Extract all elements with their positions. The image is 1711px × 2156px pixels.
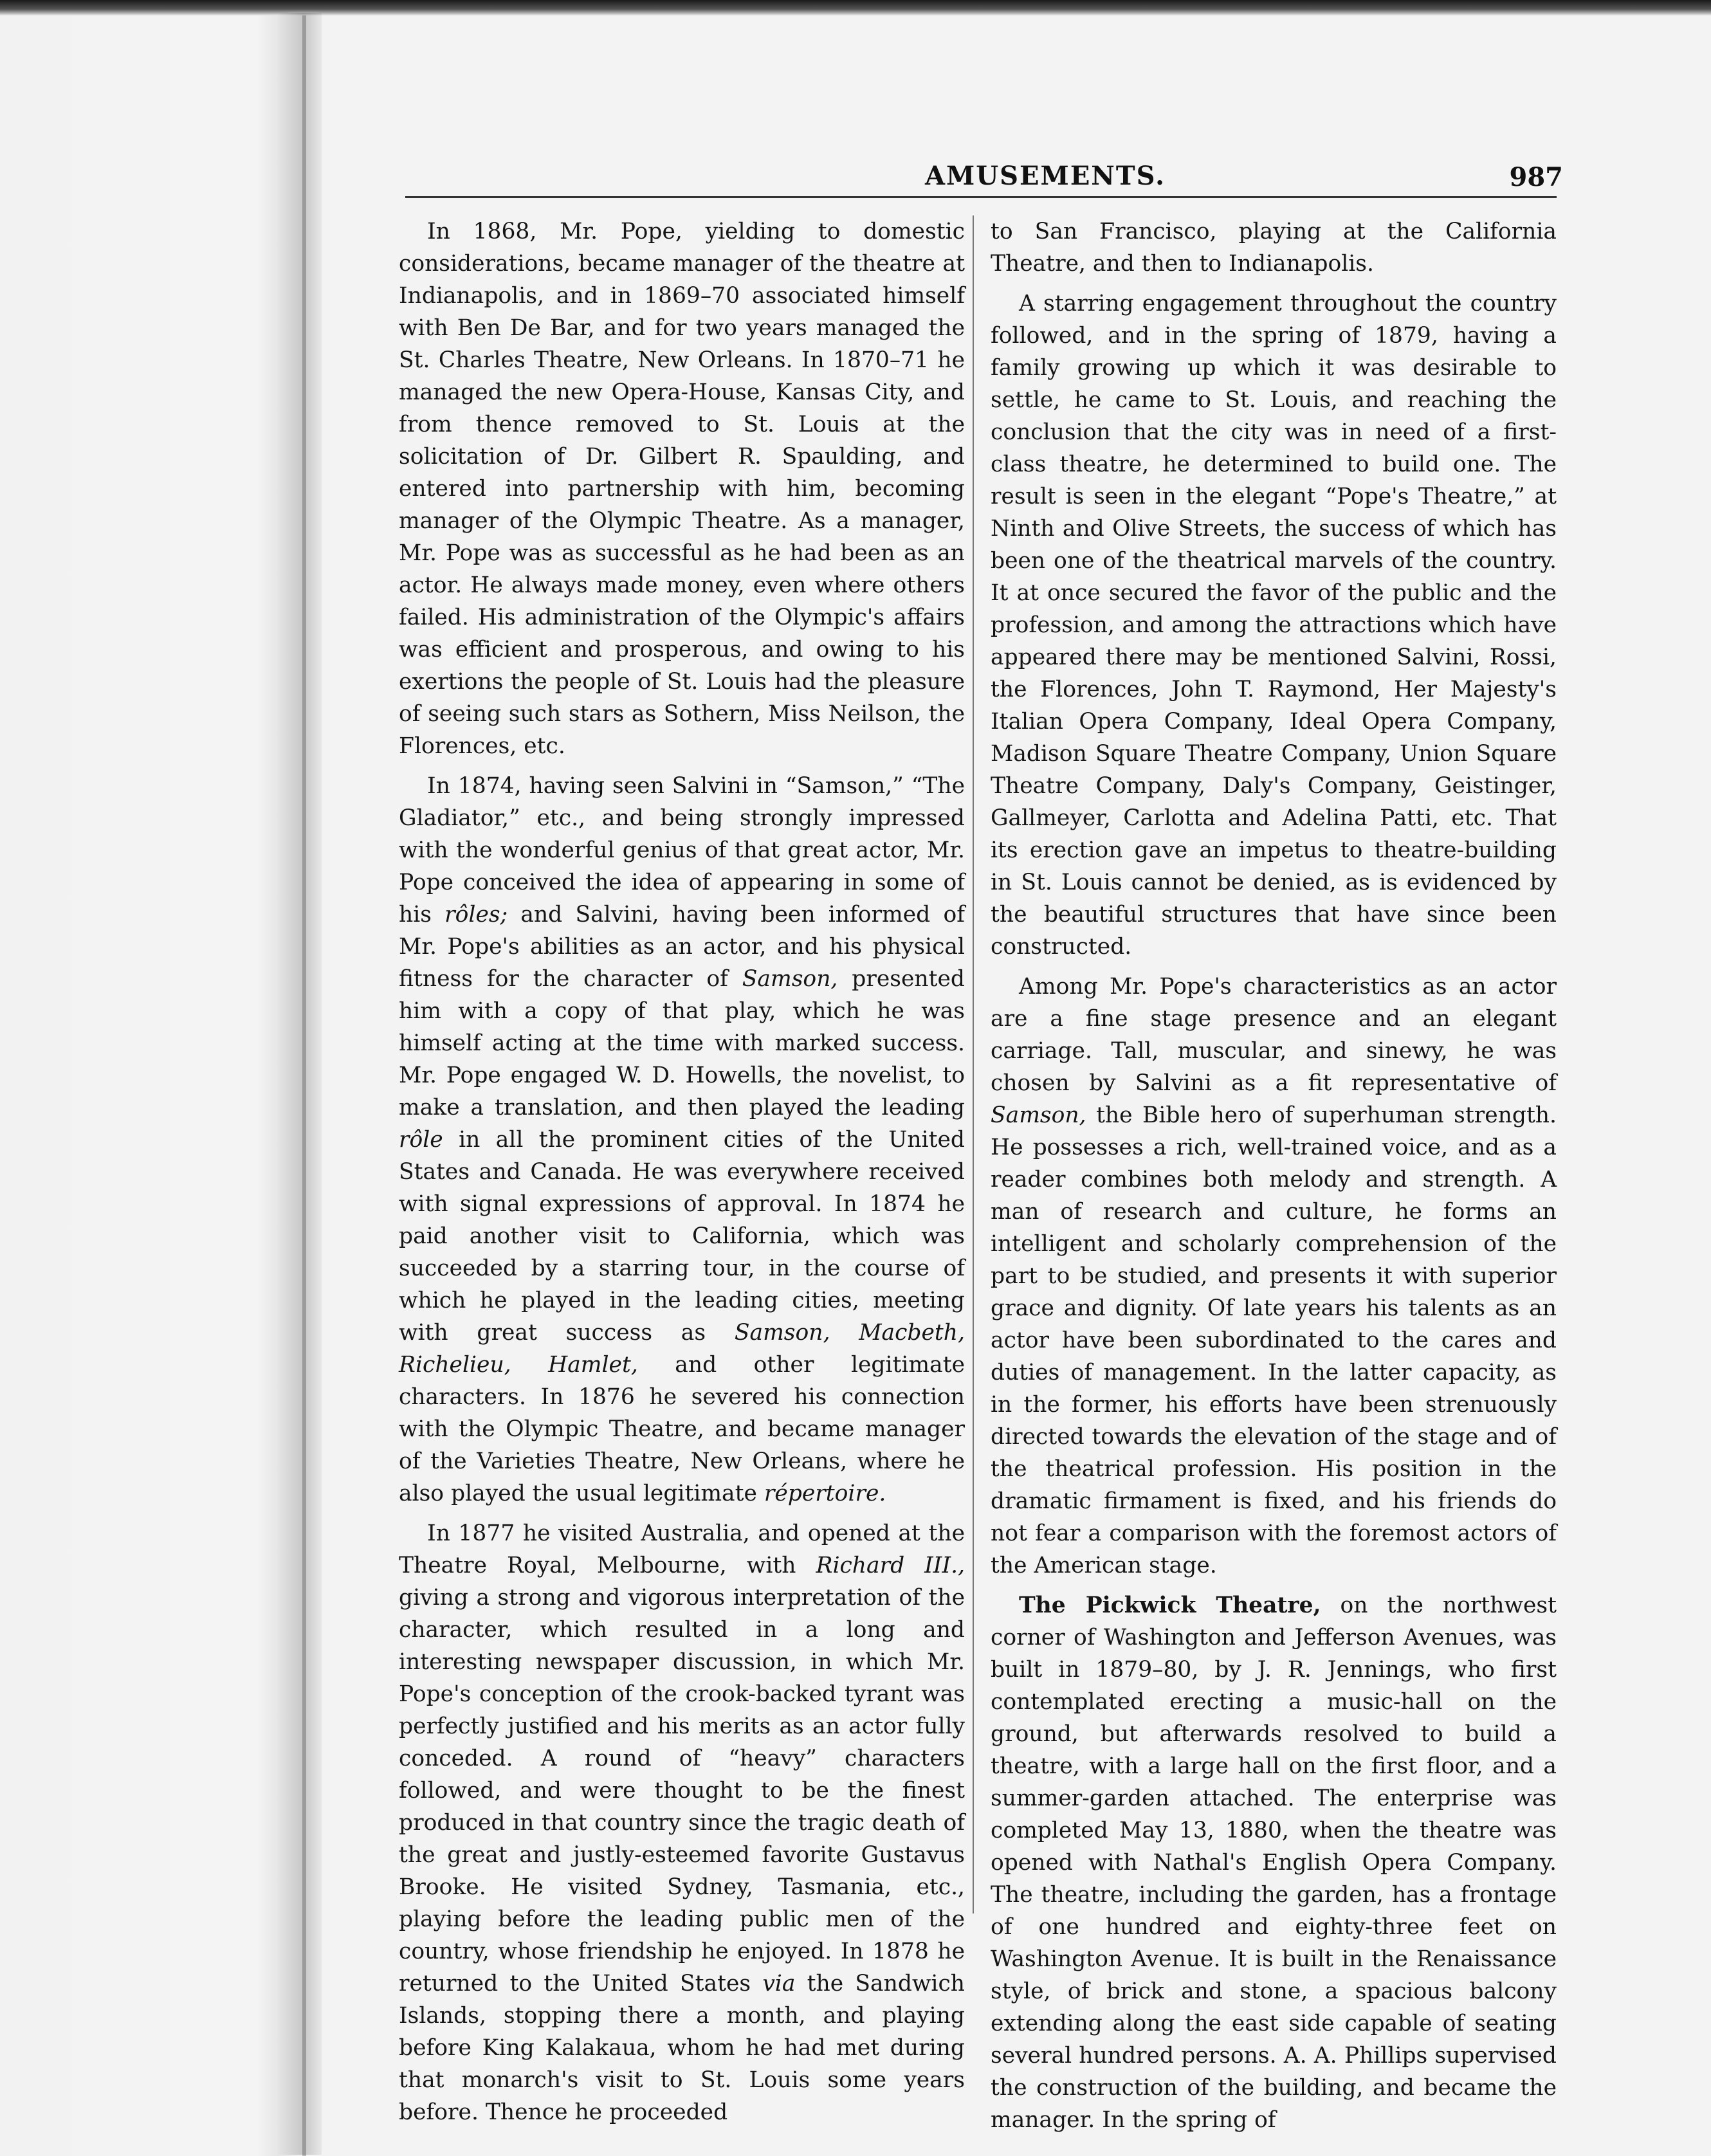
left-column [399,215,965,2136]
paragraph: Among Mr. Pope's characteristics as an actor are a fine stage presence and an elegant carriage. Tall, muscular, and sinewy, he was chosen by Salvini as a fit representative of Samson, the Bible hero of superhuman strength. He possesses a rich, well-trained voice, and as a reader combines both melody and strength. A man of research and culture, he forms an intelligent and scholarly comprehension of the part to be studied, and presents it with superior grace and dignity. Of late years his talents as an actor have been subordinated to the cares and duties of management. In the latter capacity, as in the former, his efforts have been strenuously directed towards the elevation of the stage and of the theatrical profession. His position in the dramatic firmament is fixed, and his friends do not fear a comparison with the foremost actors of the American stage. [991,974,1557,1578]
paragraph: A starring engagement throughout the country followed, and in the spring of 1879, having a family growing up which it was desirable to settle, he came to St. Louis, and reaching the conclusion that the city was in need of a first-class theatre, he determined to build one. The result is seen in the elegant “Pope's Theatre,” at Ninth and Olive Streets, the success of which has been one of the theatrical marvels of the country. It at once secured the favor of the public and the profession, and among the attractions which have appeared there may be mentioned Salvini, Rossi, the Florences, John T. Raymond, Her Majesty's Italian Opera Company, Ideal Opera Company, Madison Square Theatre Company, Union Square Theatre Company, Daly's Company, Geistinger, Gallmeyer, Carlotta and Adelina Patti, etc. That its erection gave an impetus to theatre-building in St. Louis cannot be denied, as is evidenced by the beautiful structures that have since been constructed. [991,291,1557,960]
page-number: 987 [1509,162,1563,192]
paragraph: The Pickwick Theatre, on the northwest corner of Washington and Jefferson Avenues, was built in 1879–80, by J. R. Jennings, who first contemplated erecting a music-hall on the ground, but afterwards resolved to build a theatre, with a large hall on the first floor, and a summer-garden attached. The enterprise was completed May 13, 1880, when the theatre was opened with Nathal's English Opera Company. The theatre, including the garden, has a frontage of one hundred and eighty-three feet on Washington Avenue. It is built in the Renaissance style, of brick and stone, a spacious balcony extending along the east side capable of seating several hundred persons. A. A. Phillips supervised the construction of the building, and became the manager. In the spring of [991,1593,1557,2133]
running-head: AMUSEMENTS. [924,161,1166,191]
header-rule [405,196,1557,198]
scan-top-edge [0,0,1711,15]
gutter-shadow [277,13,322,2155]
section-heading: The Pickwick Theatre, [1019,1593,1321,1618]
paragraph: In 1877 he visited Australia, and opened at the Theatre Royal, Melbourne, with Richard III., giving a strong and vigorous interpretation of the character, which resulted in a long and interesting newspaper discussion, in which Mr. Pope's conception of the crook-backed tyrant was perfectly justified and his merits as an actor fully conceded. A round of “heavy” characters followed, and were thought to be the finest produced in that country since the tragic death of the great and justly-esteemed favorite Gustavus Brooke. He visited Sydney, Tasmania, etc., playing before the leading public men of the country, whose friendship he enjoyed. In 1878 he returned to the United States via the Sandwich Islands, stopping there a month, and playing before King Kalakaua, whom he had met during that monarch's visit to St. Louis some years before. Thence he proceeded [399,1521,965,2125]
right-column [991,215,1557,2144]
scan-margin [0,0,302,2156]
paragraph: In 1868, Mr. Pope, yielding to domestic considerations, became manager of the theatre at Indianapolis, and in 1869–70 associated himself with Ben De Bar, and for two years managed the St. Charles Theatre, New Orleans. In 1870–71 he managed the new Opera-House, Kansas City, and from thence removed to St. Louis at the solicitation of Dr. Gilbert R. Spaulding, and entered into partnership with him, becoming manager of the Olympic Theatre. As a manager, Mr. Pope was as successful as he had been as an actor. He always made money, even where others failed. His administration of the Olympic's affairs was efficient and prosperous, and owing to his exertions the people of St. Louis had the pleasure of seeing such stars as Sothern, Miss Neilson, the Florences, etc. [399,219,965,759]
paragraph: In 1874, having seen Salvini in “Samson,” “The Gladiator,” etc., and being strongly impressed with the wonderful genius of that great actor, Mr. Pope conceived the idea of appearing in some of his rôles; and Salvini, having been informed of Mr. Pope's abilities as an actor, and his physical fitness for the character of Samson, presented him with a copy of that play, which he was himself acting at the time with marked success. Mr. Pope engaged W. D. Howells, the novelist, to make a translation, and then played the leading rôle in all the prominent cities of the United States and Canada. He was everywhere received with signal expressions of approval. In 1874 he paid another visit to California, which was succeeded by a starring tour, in the course of which he played in the leading cities, meeting with great success as Samson, Macbeth, Richelieu, Hamlet, and other legitimate characters. In 1876 he severed his connection with the Olympic Theatre, and became manager of the Varieties Theatre, New Orleans, where he also played the usual legitimate répertoire. [399,773,965,1506]
paragraph: to San Francisco, playing at the California Theatre, and then to Indianapolis. [991,219,1557,277]
column-divider [973,215,974,1914]
